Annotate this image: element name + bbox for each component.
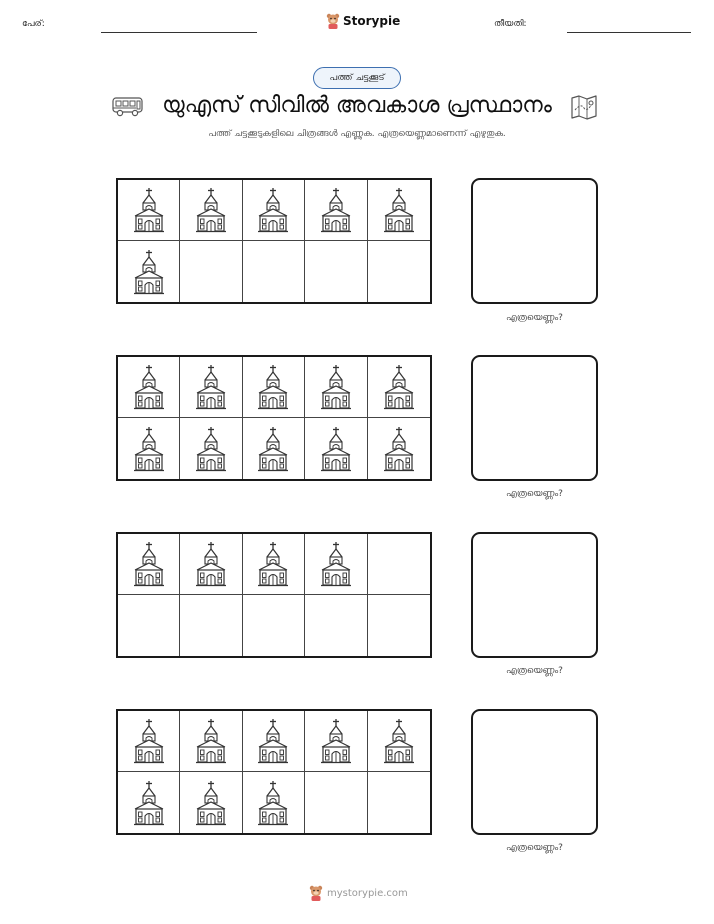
church-icon — [194, 780, 228, 826]
church-icon — [256, 426, 290, 472]
church-icon — [194, 426, 228, 472]
church-icon — [256, 718, 290, 764]
frame-cell — [118, 241, 180, 302]
map-icon — [570, 94, 598, 120]
answer-box-3[interactable] — [471, 532, 598, 658]
ten-frame-2 — [116, 355, 432, 481]
frame-cell — [180, 772, 242, 833]
topic-badge: പത്ത് ചട്ടക്കൂട് — [313, 67, 401, 89]
frame-cell — [243, 595, 305, 656]
church-icon — [256, 187, 290, 233]
frame-cell — [368, 534, 430, 595]
frame-cell — [243, 418, 305, 479]
how-many-label-4: എത്രയെണ്ണം? — [506, 843, 563, 853]
name-line[interactable] — [101, 32, 257, 33]
brand-name: Storypie — [343, 14, 401, 28]
footer — [309, 885, 408, 901]
how-many-label-1: എത്രയെണ്ണം? — [506, 313, 563, 323]
frame-cell — [118, 418, 180, 479]
ten-frame-4 — [116, 709, 432, 835]
frame-cell — [368, 772, 430, 833]
church-icon — [194, 718, 228, 764]
frame-cell — [305, 418, 367, 479]
frame-cell — [368, 241, 430, 302]
bear-mascot-icon — [326, 13, 340, 29]
date-line[interactable] — [567, 32, 691, 33]
frame-cell — [180, 241, 242, 302]
frame-cell — [305, 711, 367, 772]
how-many-label-3: എത്രയെണ്ണം? — [506, 666, 563, 676]
church-icon — [132, 364, 166, 410]
page-title: യുഎസ് സിവിൽ അവകാശ പ്രസ്ഥാനം — [162, 93, 552, 118]
church-icon — [194, 541, 228, 587]
frame-cell — [368, 357, 430, 418]
church-icon — [319, 718, 353, 764]
frame-cell — [180, 357, 242, 418]
frame-cell — [118, 357, 180, 418]
answer-box-4[interactable] — [471, 709, 598, 835]
frame-cell — [180, 595, 242, 656]
frame-cell — [368, 711, 430, 772]
church-icon — [319, 541, 353, 587]
frame-cell — [243, 180, 305, 241]
frame-cell — [180, 180, 242, 241]
frame-cell — [305, 241, 367, 302]
church-icon — [256, 780, 290, 826]
frame-cell — [305, 357, 367, 418]
church-icon — [382, 426, 416, 472]
church-icon — [319, 426, 353, 472]
frame-cell — [180, 418, 242, 479]
answer-box-2[interactable] — [471, 355, 598, 481]
frame-cell — [243, 711, 305, 772]
frame-cell — [305, 534, 367, 595]
church-icon — [319, 364, 353, 410]
brand — [326, 13, 400, 29]
frame-cell — [305, 595, 367, 656]
frame-cell — [180, 711, 242, 772]
date-label: തീയതി: — [494, 19, 527, 29]
church-icon — [256, 541, 290, 587]
church-icon — [132, 249, 166, 295]
church-icon — [194, 364, 228, 410]
church-icon — [132, 780, 166, 826]
frame-cell — [368, 595, 430, 656]
frame-cell — [305, 772, 367, 833]
footer-url: mystorypie.com — [327, 887, 408, 899]
frame-cell — [368, 418, 430, 479]
church-icon — [319, 187, 353, 233]
church-icon — [256, 364, 290, 410]
frame-cell — [118, 595, 180, 656]
frame-cell — [243, 357, 305, 418]
frame-cell — [243, 241, 305, 302]
frame-cell — [118, 534, 180, 595]
church-icon — [382, 187, 416, 233]
church-icon — [132, 541, 166, 587]
frame-cell — [180, 534, 242, 595]
church-icon — [382, 718, 416, 764]
church-icon — [194, 187, 228, 233]
frame-cell — [305, 180, 367, 241]
how-many-label-2: എത്രയെണ്ണം? — [506, 489, 563, 499]
frame-cell — [368, 180, 430, 241]
answer-box-1[interactable] — [471, 178, 598, 304]
frame-cell — [118, 772, 180, 833]
frame-cell — [243, 772, 305, 833]
bear-mascot-icon — [309, 885, 323, 901]
church-icon — [132, 187, 166, 233]
frame-cell — [243, 534, 305, 595]
ten-frame-3 — [116, 532, 432, 658]
frame-cell — [118, 711, 180, 772]
frame-cell — [118, 180, 180, 241]
church-icon — [132, 426, 166, 472]
instructions: പത്ത് ചട്ടക്കൂടുകളിലെ ചിത്രങ്ങൾ എണ്ണുക. എത്രയെണ്ണമാണെന്ന് എഴുതുക. — [208, 129, 506, 139]
church-icon — [132, 718, 166, 764]
ten-frame-1 — [116, 178, 432, 304]
name-label: പേര്: — [22, 19, 45, 29]
church-icon — [382, 364, 416, 410]
